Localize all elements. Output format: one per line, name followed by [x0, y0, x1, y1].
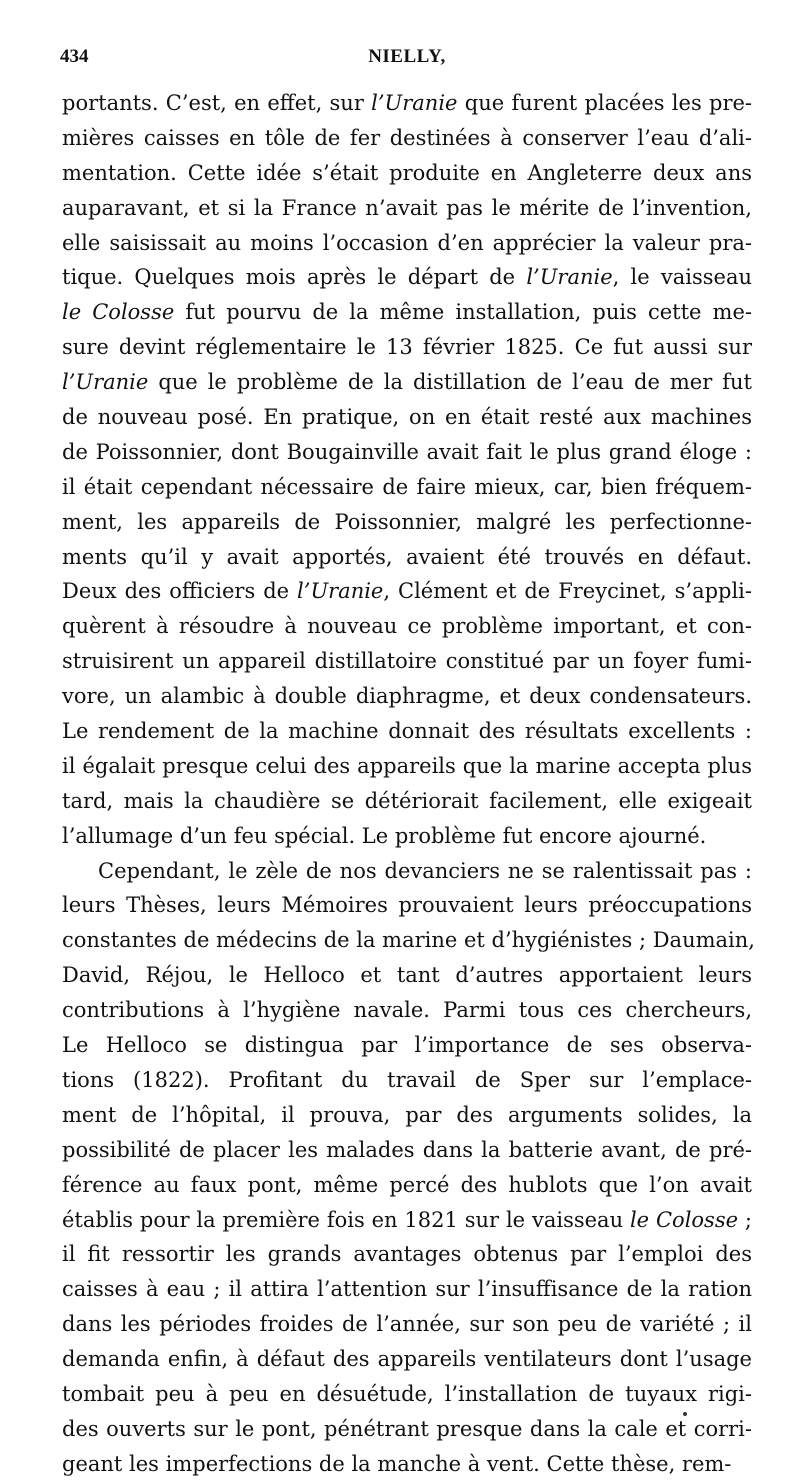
text-line: de Poissonnier, dont Bougainville avait fait le plus grand éloge :	[62, 439, 752, 464]
text-line: dans les périodes froides de l’année, sur son peu de variété ; il	[62, 1312, 752, 1337]
text-line: l’Uranie que le problème de la distillation de l’eau de mer fut	[62, 370, 752, 395]
text-line: mentation. Cette idée s’était produite en Angleterre deux ans	[62, 160, 752, 185]
text-line: il était cependant nécessaire de faire mieux, car, bien fréquem-	[62, 474, 752, 499]
text-line: tique. Quelques mois après le départ de l’Uranie, le vaisseau	[62, 265, 752, 290]
text-line: geant les imperfections de la manche à vent. Cette thèse, rem-	[62, 1451, 732, 1476]
text-line: constantes de médecins de la marine et d’hygiénistes ; Daumain,	[62, 928, 755, 953]
text-line: David, Réjou, le Helloco et tant d’autres apportaient leurs	[62, 963, 752, 988]
text-line: demanda enfin, à défaut des appareils ventilateurs dont l’usage	[62, 1347, 752, 1372]
text-line: mières caisses en tôle de fer destinées à conserver l’eau d’ali-	[62, 125, 752, 150]
text-line: sure devint réglementaire le 13 février 1825. Ce fut aussi sur	[62, 335, 752, 360]
running-head: NIELLY,	[368, 46, 446, 67]
text-line: ment, les appareils de Poissonnier, malgré les perfectionne-	[62, 509, 752, 534]
text-line: férence au faux pont, même percé des hublots que l’on avait	[62, 1172, 752, 1197]
text-line: Deux des officiers de l’Uranie, Clément et de Freycinet, s’appli-	[62, 579, 752, 604]
text-line: caisses à eau ; il attira l’attention sur l’insuffisance de la ration	[62, 1277, 752, 1302]
text-line: tard, mais la chaudière se détériorait facilement, elle exigeait	[62, 788, 752, 813]
book-page	[60, 42, 755, 1482]
italic-title: le Colosse	[62, 300, 175, 325]
text-line: contributions à l’hygiène navale. Parmi tous ces chercheurs,	[62, 998, 752, 1023]
text-line: Cependant, le zèle de nos devanciers ne se ralentissait pas :	[98, 858, 752, 883]
italic-title: l’Uranie	[62, 370, 149, 395]
text-line: de nouveau posé. En pratique, on en était resté aux machines	[62, 405, 752, 430]
text-line: le Colosse fut pourvu de la même installation, puis cette me-	[62, 300, 752, 325]
printer-mark	[683, 1412, 687, 1416]
italic-title: l’Uranie	[297, 579, 384, 604]
paragraph	[62, 86, 752, 854]
text-line: auparavant, et si la France n’avait pas le mérite de l’invention,	[62, 195, 752, 220]
text-line: l’allumage d’un feu spécial. Le problème fut encore ajourné.	[62, 823, 707, 848]
text-line: tombait peu à peu en désuétude, l’installation de tuyaux rigi-	[62, 1381, 752, 1406]
text-line: des ouverts sur le pont, pénétrant presque dans la cale et corri-	[62, 1416, 752, 1441]
italic-title: le Colosse	[629, 1207, 739, 1232]
text-line: quèrent à résoudre à nouveau ce problème important, et con-	[62, 614, 752, 639]
text-line: possibilité de placer les malades dans la batterie avant, de pré-	[62, 1137, 752, 1162]
paragraph	[62, 854, 755, 1482]
text-line: struisirent un appareil distillatoire constitué par un foyer fumi-	[62, 649, 752, 674]
text-line: ment de l’hôpital, il prouva, par des arguments solides, la	[62, 1102, 752, 1127]
text-line: il égalait presque celui des appareils que la marine accepta plus	[62, 753, 752, 778]
text-line: Le Helloco se distingua par l’importance de ses observa-	[62, 1033, 752, 1058]
text-line: tions (1822). Profitant du travail de Sper sur l’emplace-	[62, 1067, 752, 1092]
italic-title: l’Uranie	[371, 91, 458, 115]
page-header	[62, 42, 752, 70]
text-line: vore, un alambic à double diaphragme, et deux condensateurs.	[62, 684, 752, 709]
text-line: il fit ressortir les grands avantages obtenus par l’emploi des	[62, 1242, 752, 1267]
text-line: Le rendement de la machine donnait des résultats excellents :	[62, 719, 752, 744]
text-line: portants. C’est, en effet, sur l’Uranie que furent placées les pre-	[62, 91, 753, 115]
text-line: ments qu’il y avait apportés, avaient été trouvés en défaut.	[62, 544, 752, 569]
page-number: 434	[60, 46, 89, 67]
text-line: leurs Thèses, leurs Mémoires prouvaient leurs préoccupations	[62, 893, 752, 918]
italic-title: l’Uranie	[526, 265, 613, 290]
body-text	[62, 86, 755, 1482]
text-line: établis pour la première fois en 1821 sur le vaisseau le Colosse ;	[62, 1207, 752, 1232]
text-line: elle saisissait au moins l’occasion d’en apprécier la valeur pra-	[62, 230, 752, 255]
